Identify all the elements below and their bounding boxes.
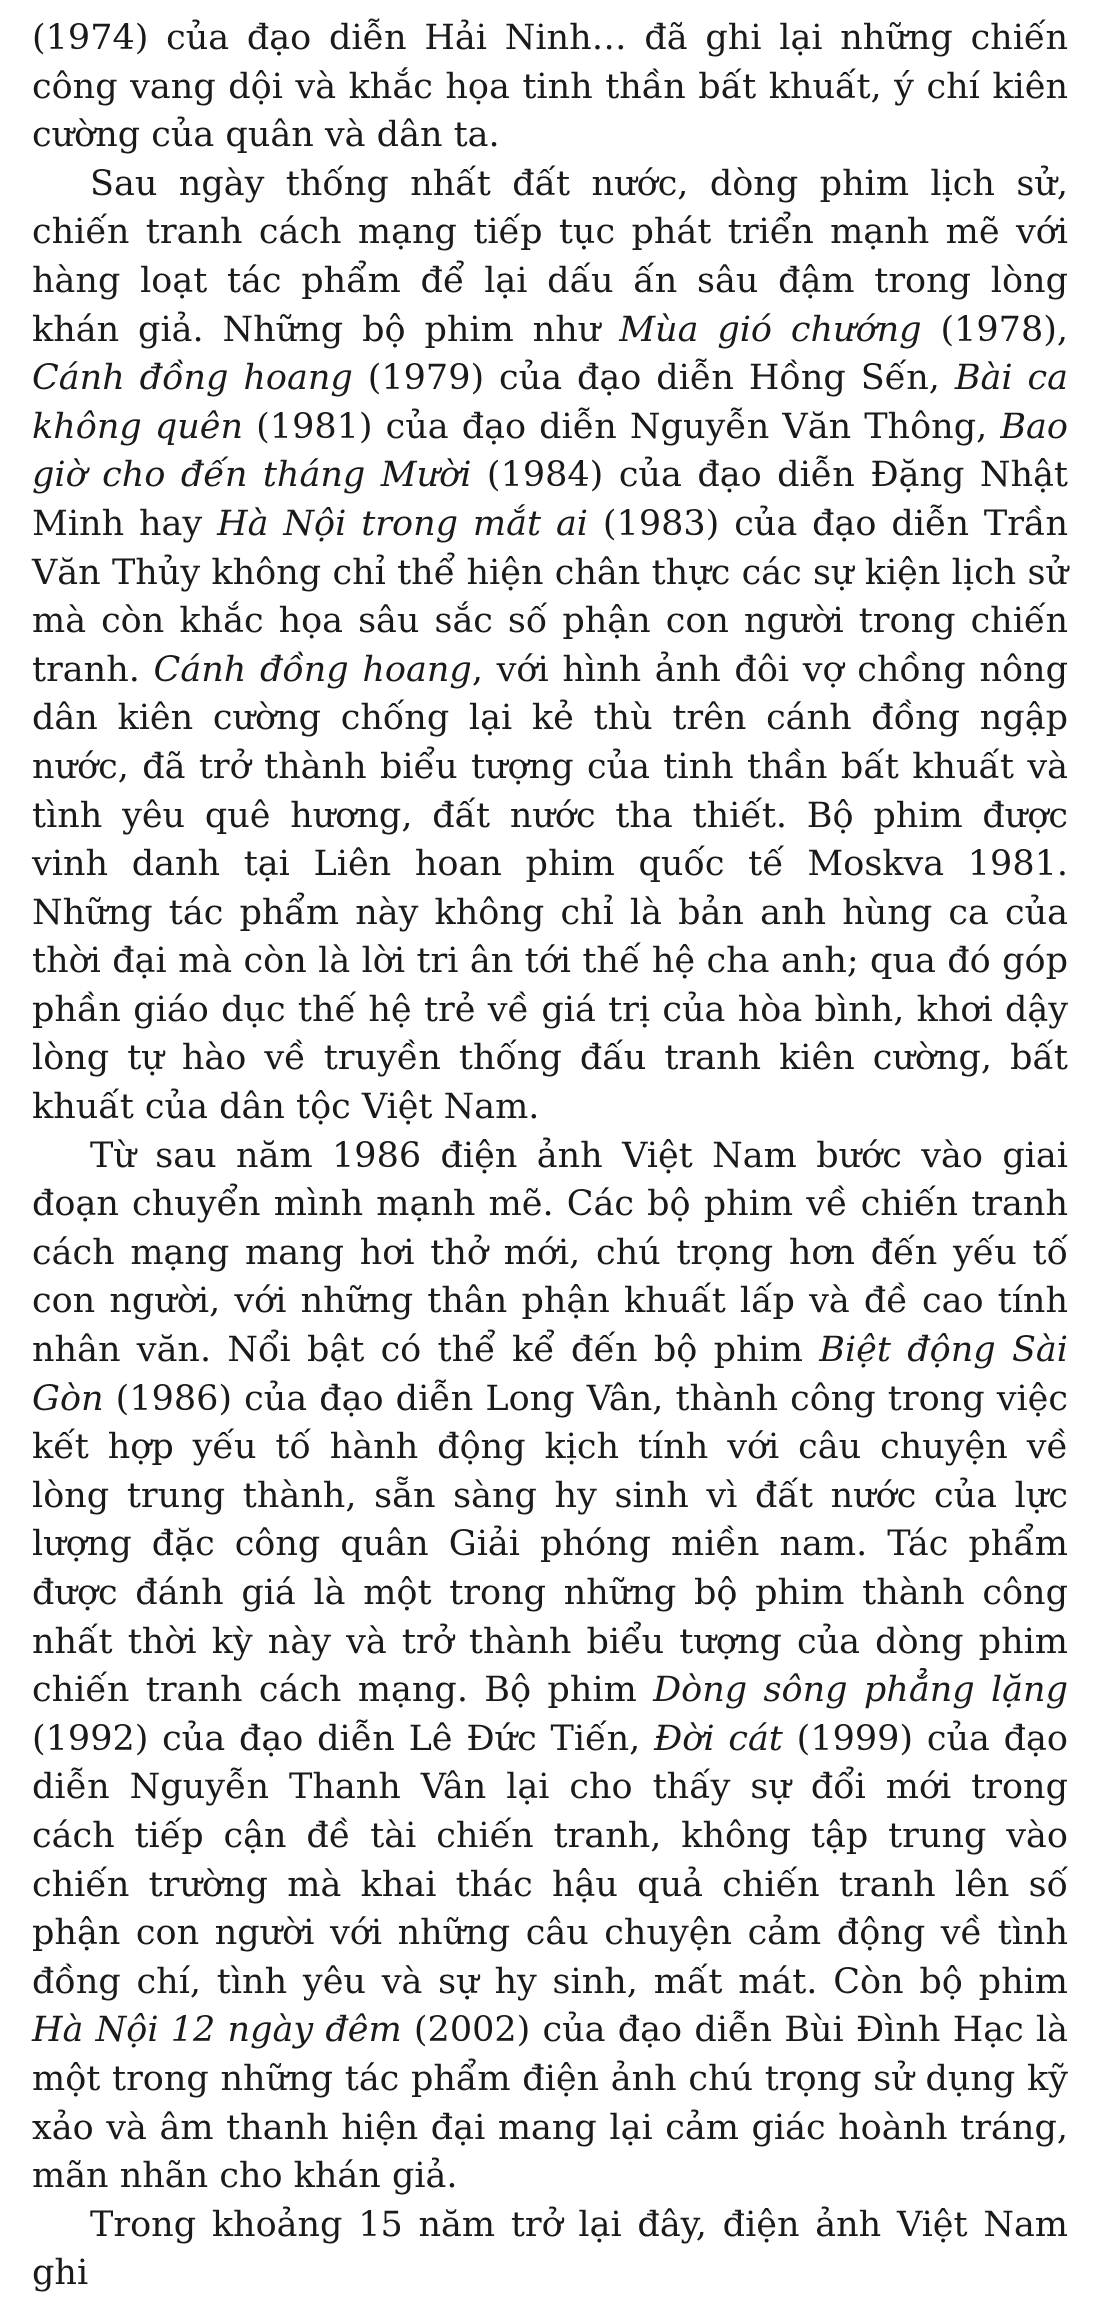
film-title: Bao giờ cho đến tháng Mười	[32, 406, 1068, 496]
film-title: Mùa gió chướng	[619, 309, 922, 350]
paragraph	[32, 2201, 1068, 2298]
text-run: (1992) của đạo diễn Lê Đức Tiến,	[32, 1718, 655, 1759]
film-title: Đời cát	[654, 1718, 783, 1759]
text-run: (1984) của đạo diễn Đặng Nhật Minh hay	[32, 455, 1069, 544]
text-run: (1983) của đạo diễn Trần Văn Thủy không chỉ thể hiện chân thực các sự kiện lịch sử mà còn khắc họa sâu sắc số phận con người trong chiến tranh.	[32, 503, 1068, 690]
text-run: (2002) của đạo diễn Bùi Đình Hạc là một trong những tác phẩm điện ảnh chú trọng sử dụng kỹ xảo và âm thanh hiện đại mang lại cảm giác hoành tráng, mãn nhãn cho khán giả.	[32, 2010, 1068, 2197]
text-run: (1979) của đạo diễn Hồng Sến,	[352, 358, 955, 399]
film-title: Hà Nội 12 ngày đêm	[32, 2010, 402, 2051]
film-title: Hà Nội trong mắt ai	[217, 503, 588, 544]
paragraph	[32, 1132, 1068, 2201]
text-run: Sau ngày thống nhất đất nước, dòng phim lịch sử, chiến tranh cách mạng tiếp tục phát triển mạnh mẽ với hàng loạt tác phẩm để lại dấu ấn sâu đậm trong lòng khán giả. Những bộ phim như	[32, 163, 1068, 350]
text-run: (1974) của đạo diễn Hải Ninh… đã ghi lại những chiến công vang dội và khắc họa tinh thần bất khuất, ý chí kiên cường của quân và dân ta.	[32, 18, 1068, 156]
text-run: , với hình ảnh đôi vợ chồng nông dân kiên cường chống lại kẻ thù trên cánh đồng ngập nước, đã trở thành biểu tượng của tinh thần bất khuất và tình yêu quê hương, đất nước tha thiết. Bộ phim được vinh danh tại Liên hoan phim quốc tế Moskva 1981. Những tác phẩm này không chỉ là bản anh hùng ca của thời đại mà còn là lời tri ân tới thế hệ cha anh; qua đó góp phần giáo dục thế hệ trẻ về giá trị của hòa bình, khơi dậy lòng tự hào về truyền thống đấu tranh kiên cường, bất khuất của dân tộc Việt Nam.	[32, 649, 1069, 1128]
text-run: (1981) của đạo diễn Nguyễn Văn Thông,	[243, 406, 1001, 447]
film-title: Cánh đồng hoang	[32, 358, 353, 399]
film-title: Bài ca không quên	[32, 358, 1068, 447]
document-body	[32, 14, 1068, 2298]
text-run: (1978),	[921, 309, 1068, 350]
text-run: (1986) của đạo diễn Long Vân, thành công trong việc kết hợp yếu tố hành động kịch tính với câu chuyện về lòng trung thành, sẵn sàng hy sinh vì đất nước của lực lượng đặc công quân Giải phóng miền nam. Tác phẩm được đánh giá là một trong những bộ phim thành công nhất thời kỳ này và trở thành biểu tượng của dòng phim chiến tranh cách mạng. Bộ phim	[32, 1378, 1068, 1711]
film-title: Biệt động Sài Gòn	[32, 1330, 1068, 1419]
film-title: Cánh đồng hoang	[153, 649, 472, 690]
paragraph	[32, 14, 1068, 160]
text-run: Trong khoảng 15 năm trở lại đây, điện ảnh Việt Nam ghi	[32, 2204, 1068, 2294]
text-run: Từ sau năm 1986 điện ảnh Việt Nam bước vào giai đoạn chuyển mình mạnh mẽ. Các bộ phim về chiến tranh cách mạng mang hơi thở mới, chú trọng hơn đến yếu tố con người, với những thân phận khuất lấp và đề cao tính nhân văn. Nổi bật có thể kể đến bộ phim	[32, 1135, 1068, 1371]
text-run: (1999) của đạo diễn Nguyễn Thanh Vân lại cho thấy sự đổi mới trong cách tiếp cận đề tài chiến tranh, không tập trung vào chiến trường mà khai thác hậu quả chiến tranh lên số phận con người với những câu chuyện cảm động về tình đồng chí, tình yêu và sự hy sinh, mất mát. Còn bộ phim	[32, 1718, 1068, 2002]
paragraph	[32, 160, 1068, 1132]
film-title: Dòng sông phẳng lặng	[653, 1670, 1068, 1711]
